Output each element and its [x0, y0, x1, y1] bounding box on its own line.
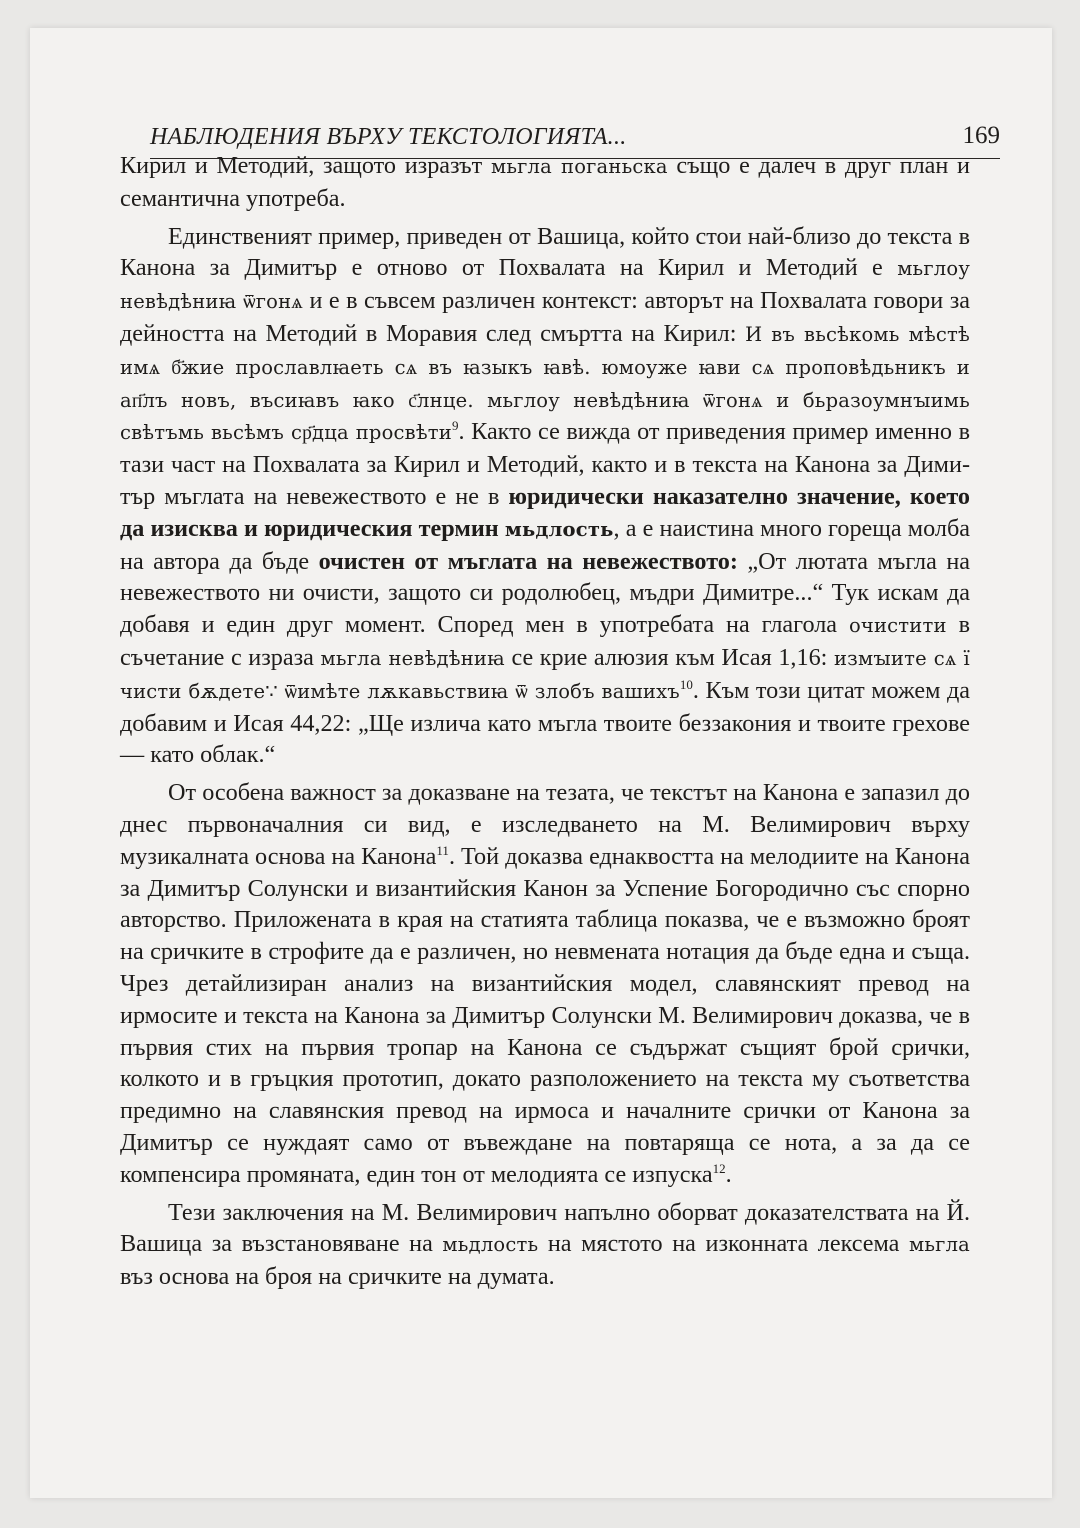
footnote-ref-9[interactable]: 9 [452, 418, 459, 434]
church-slavonic-term: очистити [848, 614, 947, 638]
running-title: НАБЛЮДЕНИЯ ВЪРХУ ТЕКСТОЛОГИЯТА... [150, 124, 627, 150]
church-slavonic-quote: И въ вьсѣкомь мѣстѣ имѧ б҃жие прославлꙗеть сѧ въ ꙗзыкъ ꙗвѣ. юмоуже ꙗви сѧ проповѣдьникъ и ап҃лъ новъ, въсиꙗвъ ꙗко с҃лнце. мьглоу невѣдѣниꙗ ѿгонѧ и бьразоумнꙑимь свѣтъмь вьсѣмъ ср҃дца просвѣти [120, 322, 970, 445]
footnote-ref-10[interactable]: 10 [679, 676, 693, 692]
paragraph-4: Тези заключения на М. Велимирович напълно оборват доказателствата на Й. Вашица за възстановяване на мьдлость на мястото на изконната лексема мьгла въз основа на броя на сричките на думата. [120, 1198, 970, 1291]
church-slavonic-quote: измꙑите сѧ ї чисти бѫдете∵ ѿимѣте лѫкавьствиꙗ ѿ злобъ вашихъ [120, 646, 970, 703]
church-slavonic-term: мьдлость [504, 517, 614, 541]
paragraph-3: От особена важност за доказване на тезата, че текстът на Канона е запазил до днес първоначалния си вид, е изследването на М. Велимирович върху музикалната основа на Канона$^{11}$. Той доказва еднаквостта на мелодиите на Канона за Димитър Солунски и византийския Канон за Успение Богородично със спорно авторство. Приложената в края на статията таблица показва, че е възможно броят на сричките в строфите да е различен, но невмената нотация да бъде една и съща. Чрез детайлизиран анализ на византийския модел, славянският превод на ирмосите и текста на Канона за Димитър Солунски М. Велимирович доказва, че в първия стих на първия тропар на Канона се съдържат същият брой срички, колкото и в гръцкия прототип, докато разположението на текста му съответства предимно на славянския превод на ирмоса и началните срички от Канона за Димитър се нуждаят само от въвеждане на повтаряща се нота, а за да се компенсира промяната, един тон от мелодията се изпуска$^{12}$. [120, 779, 970, 1188]
footnote-ref-12[interactable]: 12 [712, 1160, 726, 1176]
paragraph-1: Кирил и Методий, защото изразът мьгла поганьска също е далеч в друг план и семантична употреба. [120, 152, 970, 212]
paragraph-2: Единственият пример, приведен от Вашица, който стои най-близо до текста в Канона за Димитър е отново от Похвалата на Кирил и Методий е мьглоу невѣдѣниꙗ ѿгонѧ и е в съвсем различен контекст: авторът на Похвалата говори за дейността на Методий в Моравия след смъртта на Кирил: И въ вьсѣкомь мѣстѣ имѧ б҃жие прославлꙗеть сѧ въ ꙗзыкъ ꙗвѣ. юмоуже ꙗви сѧ проповѣдьникъ и ап҃лъ новъ, въсиꙗвъ ꙗко с҃лнце. мьглоу невѣдѣниꙗ ѿгонѧ и бьразоумнꙑимь свѣтъмь вьсѣмъ ср҃дца просвѣти$^9$. Както се вижда от приведения пример именно в тази част на Похвалата за Кирил и Методий, както и в текста на Канона за Димитър мъглата на невежеството е не в юридически наказателно значение, което да изисква и юридическия термин мьдлость, а е наистина много гореща молба на автора да бъде очистен от мъглата на невежеството: „От лютата мъгла на невежеството ни очисти, защото си родолюбец, мъдри Димитре...“ Тук искам да добавя и един друг момент. Според мен в употребата на глагола очистити в съчетание с израза мьгла невѣдѣниꙗ се крие алюзия към Исая 1,16: измꙑите сѧ ї чисти бѫдете∵ ѿимѣте лѫкавьствиꙗ ѿ злобъ вашихъ$^{10}$. Към този цитат можем да добавим и Исая 44,22: „Ще излича като мъгла твоите беззакония и твоите грехове — като облак.“ [120, 222, 971, 769]
footnote-ref-11[interactable]: 11 [436, 842, 449, 858]
bold-emphasis: юридически наказателно значение, което да изисква и юридическия термин [120, 482, 970, 542]
church-slavonic-term: мьгла [908, 1233, 970, 1257]
body-text [120, 150, 970, 1299]
church-slavonic-term: мьдлость [442, 1233, 539, 1257]
page-number: 169 [962, 122, 1000, 149]
church-slavonic-quote: мьгла поганьска [490, 155, 668, 178]
church-slavonic-term: мьгла невѣдѣниꙗ [320, 646, 505, 670]
bold-emphasis: очистен от мъглата на невежеството: [318, 547, 738, 575]
church-slavonic-quote: мьглоу невѣдѣниꙗ ѿгонѧ [120, 257, 970, 314]
